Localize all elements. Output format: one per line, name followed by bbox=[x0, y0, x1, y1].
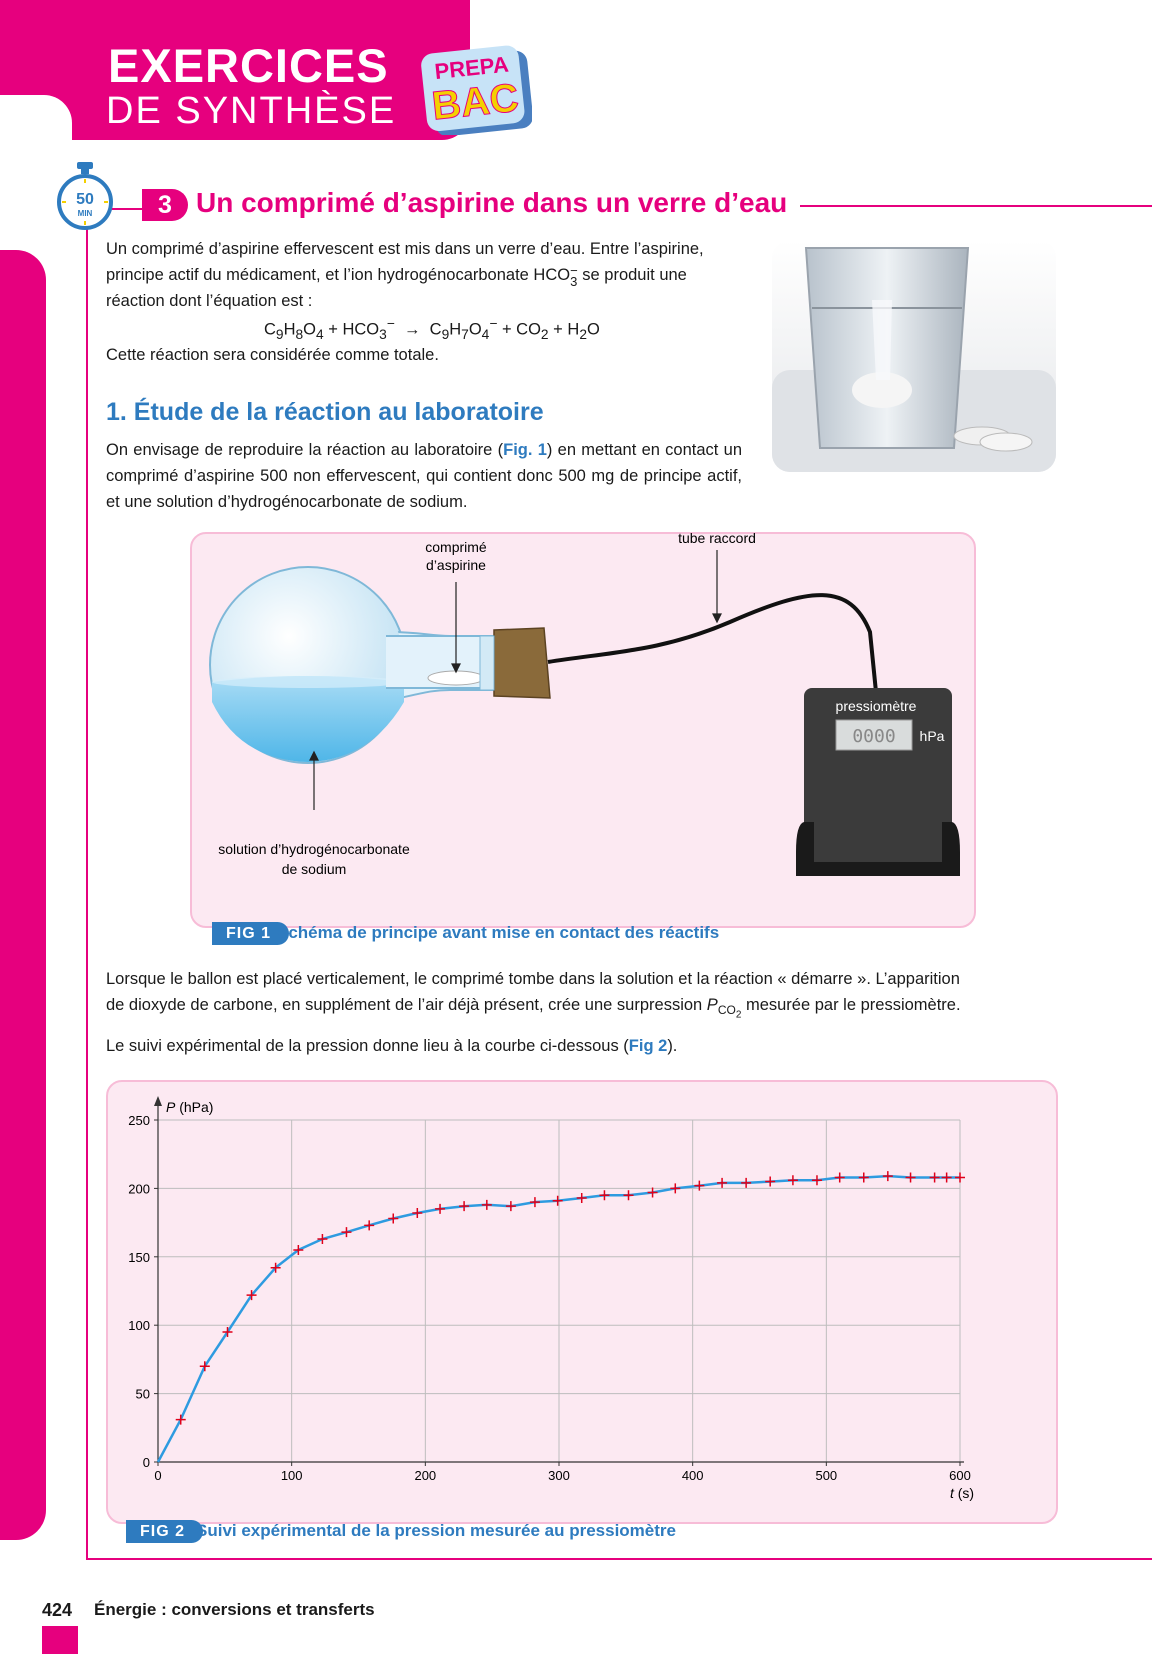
x-tick-label: 0 bbox=[154, 1468, 162, 1483]
header-notch bbox=[0, 95, 72, 155]
data-point-marker bbox=[717, 1178, 727, 1188]
data-point-marker bbox=[930, 1172, 940, 1182]
fig1-reference[interactable]: Fig. 1 bbox=[503, 441, 547, 459]
title-rule-left bbox=[112, 208, 142, 210]
section-1-text: On envisage de reproduire la réaction au laboratoire (Fig. 1) en mettant en contact un comprimé d’aspirine 500 non effervescent, qui contient donc 500 mg de principe actif, et une solution d’hydrogénocarbonate de sodium. bbox=[106, 441, 742, 511]
badge-line2: BAC bbox=[429, 75, 521, 129]
label-tube: tube raccord bbox=[678, 532, 756, 546]
y-tick-label: 200 bbox=[128, 1181, 150, 1197]
label-tablet-line2: d’aspirine bbox=[426, 557, 486, 573]
data-point-marker bbox=[955, 1172, 965, 1182]
y-axis-label: P (hPa) bbox=[166, 1099, 214, 1115]
x-tick-label: 300 bbox=[548, 1468, 570, 1483]
x-tick-label: 400 bbox=[681, 1468, 704, 1483]
data-point-marker bbox=[459, 1201, 469, 1211]
data-point-marker bbox=[553, 1196, 563, 1206]
fig2-tag: FIG 2 bbox=[126, 1520, 203, 1543]
frame-left-line bbox=[86, 210, 88, 1560]
x-tick-label: 600 bbox=[949, 1468, 971, 1483]
frame-bottom-line bbox=[86, 1558, 1152, 1560]
data-point-marker bbox=[812, 1175, 822, 1185]
fig1-tag: FIG 1 bbox=[212, 922, 289, 945]
x-tick-label: 200 bbox=[414, 1468, 437, 1483]
data-point-marker bbox=[341, 1227, 351, 1237]
meter-unit: hPa bbox=[919, 728, 945, 744]
data-point-marker bbox=[648, 1188, 658, 1198]
badge-line1: PREPA bbox=[433, 51, 510, 85]
x-tick-label: 500 bbox=[815, 1468, 838, 1483]
section-1-title: 1. Étude de la réaction au laboratoire bbox=[106, 398, 544, 426]
x-axis-label: t (s) bbox=[949, 1485, 975, 1501]
label-pressure-meter: pressiomètre bbox=[835, 698, 917, 714]
data-point-marker bbox=[835, 1172, 845, 1182]
y-axis-arrow bbox=[154, 1096, 162, 1106]
y-tick-label: 100 bbox=[128, 1318, 150, 1334]
data-point-marker bbox=[176, 1415, 186, 1425]
data-point-marker bbox=[317, 1234, 327, 1244]
intro-paragraph: Un comprimé d’aspirine effervescent est mis dans un verre d’eau. Entre l’aspirine, principe actif du médicament, et l’ion hydrogénocarbonate HCO − 3 se produit une réaction dont l’équation est : bbox=[106, 240, 704, 310]
data-point-marker bbox=[482, 1200, 492, 1210]
header-title: EXERCICES bbox=[108, 39, 389, 92]
data-point-marker bbox=[942, 1172, 952, 1182]
data-point-marker bbox=[412, 1208, 422, 1218]
prepa-bac-badge bbox=[420, 45, 532, 135]
data-point-marker bbox=[765, 1177, 775, 1187]
chapter-title: Énergie : conversions et transferts bbox=[94, 1600, 375, 1619]
glass-of-water-photo bbox=[772, 240, 1056, 472]
data-point-marker bbox=[506, 1201, 516, 1211]
data-point-marker bbox=[741, 1178, 751, 1188]
chart-tick-labels bbox=[128, 1113, 971, 1483]
chart-grid bbox=[158, 1120, 960, 1462]
data-point-marker bbox=[388, 1213, 398, 1223]
header-subtitle: DE SYNTHÈSE bbox=[106, 90, 397, 132]
title-rule-right bbox=[800, 205, 1152, 207]
fig2-reference[interactable]: Fig 2 bbox=[628, 1036, 668, 1055]
fig1-caption: Schéma de principe avant mise en contact des réactifs bbox=[277, 923, 720, 942]
data-point-marker bbox=[694, 1181, 704, 1191]
data-point-marker bbox=[670, 1183, 680, 1193]
y-tick-label: 250 bbox=[128, 1113, 150, 1128]
timer-value: 50 bbox=[76, 191, 94, 208]
pressure-markers bbox=[176, 1171, 965, 1425]
label-solution-line1: solution d’hydrogénocarbonate bbox=[218, 841, 410, 857]
reaction-equation: $C_9H_8O_4 + HCO_3^- \to C_9H_7O_4^- + CO_2 + H_2O$ bbox=[264, 316, 600, 342]
timer-unit: MIN bbox=[77, 209, 93, 218]
x-tick-label: 100 bbox=[280, 1468, 303, 1483]
meter-display: 0000 bbox=[852, 726, 896, 747]
data-point-marker bbox=[577, 1193, 587, 1203]
data-point-marker bbox=[859, 1172, 869, 1182]
data-point-marker bbox=[599, 1190, 609, 1200]
exercise-title: Un comprimé d’aspirine dans un verre d’eau bbox=[196, 187, 788, 218]
y-tick-label: 50 bbox=[135, 1386, 150, 1402]
intro-note: Cette réaction sera considérée comme totale. bbox=[106, 346, 439, 364]
data-point-marker bbox=[364, 1220, 374, 1230]
data-point-marker bbox=[624, 1190, 634, 1200]
data-point-marker bbox=[788, 1175, 798, 1185]
label-tablet-line1: comprimé bbox=[425, 539, 487, 555]
pressure-chart bbox=[108, 1082, 1054, 1518]
data-point-marker bbox=[906, 1172, 916, 1182]
figure-1-diagram bbox=[190, 532, 976, 928]
footer-marker bbox=[42, 1626, 78, 1654]
data-point-marker bbox=[883, 1171, 893, 1181]
y-tick-label: 150 bbox=[128, 1249, 150, 1265]
data-point-marker bbox=[530, 1197, 540, 1207]
stopwatch-icon bbox=[55, 160, 115, 230]
data-point-marker bbox=[435, 1204, 445, 1214]
page-number: 424 bbox=[42, 1600, 73, 1620]
y-tick-label: 0 bbox=[142, 1455, 150, 1470]
label-solution-line2: de sodium bbox=[281, 861, 347, 877]
exercise-number: 3 bbox=[142, 189, 188, 221]
left-margin-strip bbox=[0, 250, 46, 1540]
fig2-caption: Suivi expérimental de la pression mesurée au pressiomètre bbox=[196, 1521, 676, 1540]
experiment-paragraph: Lorsque le ballon est placé verticalement, le comprimé tombe dans la solution et la réaction « démarre ». L’apparition de dioxyde de carbone, en supplément de l’air déjà présent, crée une surpression $P_{CO_2}$ mesurée par le pressiomètre. Le suivi expérimental de la pression donne lieu à la courbe ci-dessous (Fig 2). bbox=[106, 970, 961, 1055]
